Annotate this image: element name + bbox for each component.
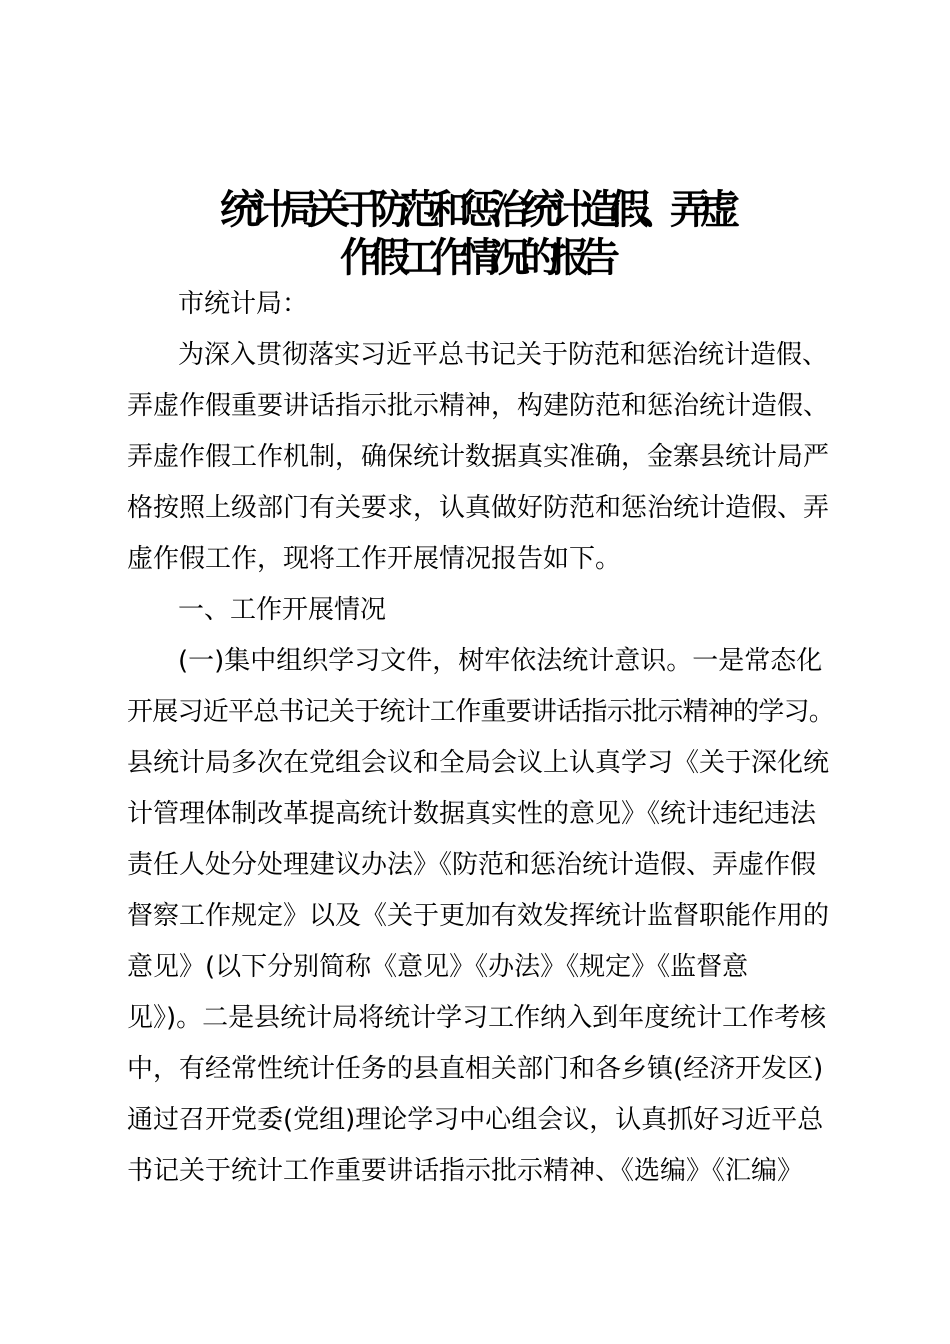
document-title-line-2: 作假工作情况的报告 xyxy=(340,235,610,281)
section-1-heading: 一、工作开展情况 xyxy=(178,595,387,625)
paragraph-1-line: 弄虚作假重要讲话指示批示精神，构建防范和惩治统计造假、 xyxy=(127,391,830,421)
paragraph-2-line: 责任人处分处理建议办法》《防范和惩治统计造假、弄虚作假 xyxy=(127,850,817,880)
paragraph-2-line: 见》)。二是县统计局将统计学习工作纳入到年度统计工作考核 xyxy=(127,1003,827,1033)
paragraph-2-line: 县统计局多次在党组会议和全局会议上认真学习《关于深化统 xyxy=(127,748,830,778)
paragraph-2-line: (一)集中组织学习文件，树牢依法统计意识。一是常态化 xyxy=(178,646,823,676)
document-title-line-1: 统计局关于防范和惩治统计造假、弄虚 xyxy=(220,187,730,233)
paragraph-1-line: 虚作假工作，现将工作开展情况报告如下。 xyxy=(127,544,622,574)
paragraph-1-line: 格按照上级部门有关要求，认真做好防范和惩治统计造假、弄 xyxy=(127,493,830,523)
salutation: 市统计局： xyxy=(178,289,309,319)
paragraph-2-line: 中，有经常性统计任务的县直相关部门和各乡镇(经济开发区) xyxy=(127,1054,824,1084)
paragraph-2-line: 计管理体制改革提高统计数据真实性的意见》《统计违纪违法 xyxy=(127,799,817,829)
paragraph-1-line: 弄虚作假工作机制，确保统计数据真实准确，金寨县统计局严 xyxy=(127,442,830,472)
paragraph-2-line: 开展习近平总书记关于统计工作重要讲话指示批示精神的学习。 xyxy=(127,697,835,727)
paragraph-2-line: 督察工作规定》以及《关于更加有效发挥统计监督职能作用的 xyxy=(127,901,830,931)
paragraph-2-line: 书记关于统计工作重要讲话指示批示精神、《选编》《汇编》 xyxy=(127,1156,804,1186)
paragraph-2-line: 意见》(以下分别简称《意见》《办法》《规定》《监督意 xyxy=(127,952,749,982)
paragraph-1-line: 为深入贯彻落实习近平总书记关于防范和惩治统计造假、 xyxy=(178,340,829,370)
paragraph-2-line: 通过召开党委(党组)理论学习中心组会议，认真抓好习近平总 xyxy=(127,1105,824,1135)
